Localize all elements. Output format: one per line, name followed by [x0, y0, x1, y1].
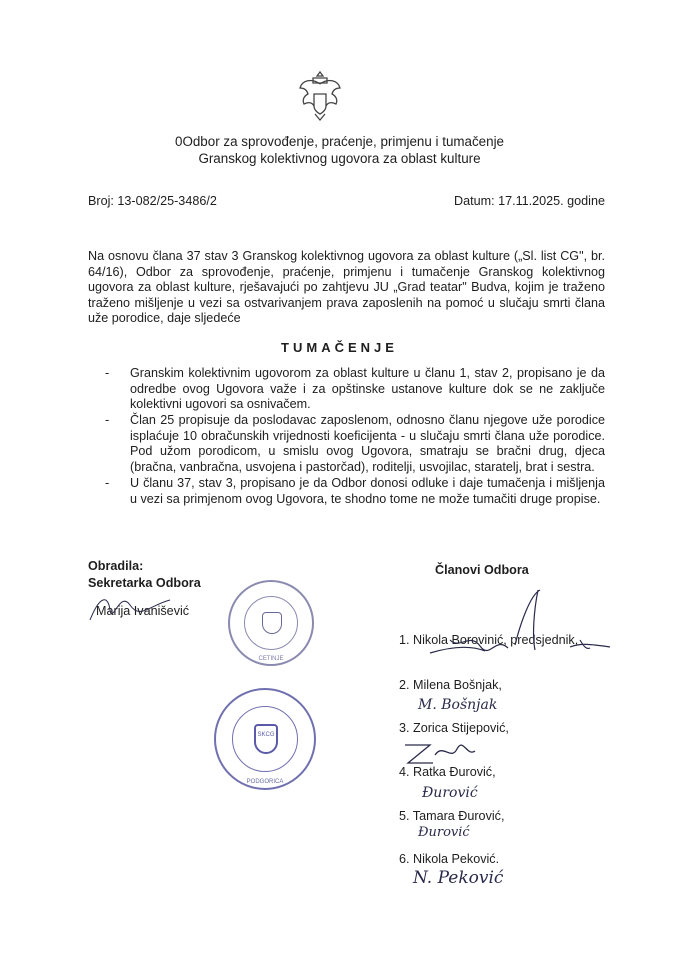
member-6: 6. Nikola Peković. — [399, 852, 500, 866]
signature-2: M. Bošnjak — [418, 697, 498, 713]
signature-4: Đurović — [422, 785, 478, 801]
intro-paragraph: Na osnovu člana 37 stav 3 Granskog kolektivnog ugovora za oblast kulture („Sl. list CG", br. 64/16), Odbor za sprovođenje, praćenje, primjenu i tumačenje Granskog kolektivnog ugovora za oblast kulture, rješavajući po zahtjevu JU „Grad teatar" Budva, kojim je traženo traženo mišljenje u vezi sa ostvarivanjem prava zaposlenih na pomoć u slučaju smrti člana uže porodice, daje sljedeće — [88, 249, 605, 326]
document-date: Datum: 17.11.2025. godine — [453, 194, 605, 208]
title-line-2: Granskog kolektivnog ugovora za oblast kulture — [198, 151, 481, 166]
member-5: 5. Tamara Đurović, — [399, 809, 505, 823]
prepared-role: Sekretarka Odbora — [88, 576, 201, 590]
prepared-name: Marija Ivanišević — [96, 604, 190, 618]
coat-of-arms-icon — [295, 68, 345, 124]
stamp-text: CETINJE — [258, 656, 284, 662]
bullet-text: Granskim kolektivnim ugovorom za oblast kulture u članu 1, stav 2, propisano je da odredbe ovog Ugovora važe i za opštinske ustanove kulture dok se ne zaključe kolektivni ugovori sa osnivačem. — [130, 366, 605, 412]
bullet-dash: - — [105, 413, 110, 427]
document-number: Broj: 13-082/25-3486/2 — [88, 194, 217, 208]
bullet-text: U članu 37, stav 3, propisano je da Odbor donosi odluke i daje tumačenja i mišljenja u vezi sa primjenom ovog Ugovora, te shodno tome ne može tumačiti druge propise. — [130, 476, 605, 506]
members-title: Članovi Odbora — [435, 563, 529, 577]
bullet-text: Član 25 propisuje da poslodavac zaposlenom, odnosno članu njegove uže porodice isplaćuje 10 obračunskih vrijednosti koeficijenta - u slučaju smrti člana uže porodice. Pod užom porodicom, u smislu ovog Ugovora, smatraju se bračni drug, djeca (bračna, vanbračna, usvojena i pastorčad), roditelji, usvojilac, staratelj, brat i sestra. — [130, 413, 605, 474]
union-stamp: SKCG PODGORICA — [214, 688, 316, 790]
bullet-item — [105, 366, 605, 413]
member-4: 4. Ratka Đurović, — [399, 765, 496, 779]
ministry-stamp — [228, 580, 314, 666]
bullet-item — [105, 476, 605, 507]
prepared-label: Obradila: — [88, 559, 144, 573]
heading: TUMAČENJE — [281, 340, 398, 355]
bullet-item — [105, 413, 605, 475]
signature-3 — [400, 737, 480, 767]
member-3: 3. Zorica Stijepović, — [399, 721, 509, 735]
title-line-1: 0Odbor za sprovođenje, praćenje, primjenu i tumačenje — [175, 134, 504, 149]
signature-1 — [420, 585, 620, 670]
signature-secretary — [85, 590, 175, 630]
bullet-dash: - — [105, 476, 110, 490]
bullet-dash: - — [105, 366, 110, 380]
signature-6: N. Peković — [413, 868, 504, 888]
member-2: 2. Milena Bošnjak, — [399, 678, 502, 692]
member-1: 1. Nikola Borovinić, predsjednik, — [399, 633, 579, 647]
signature-5: Đurović — [418, 825, 470, 840]
